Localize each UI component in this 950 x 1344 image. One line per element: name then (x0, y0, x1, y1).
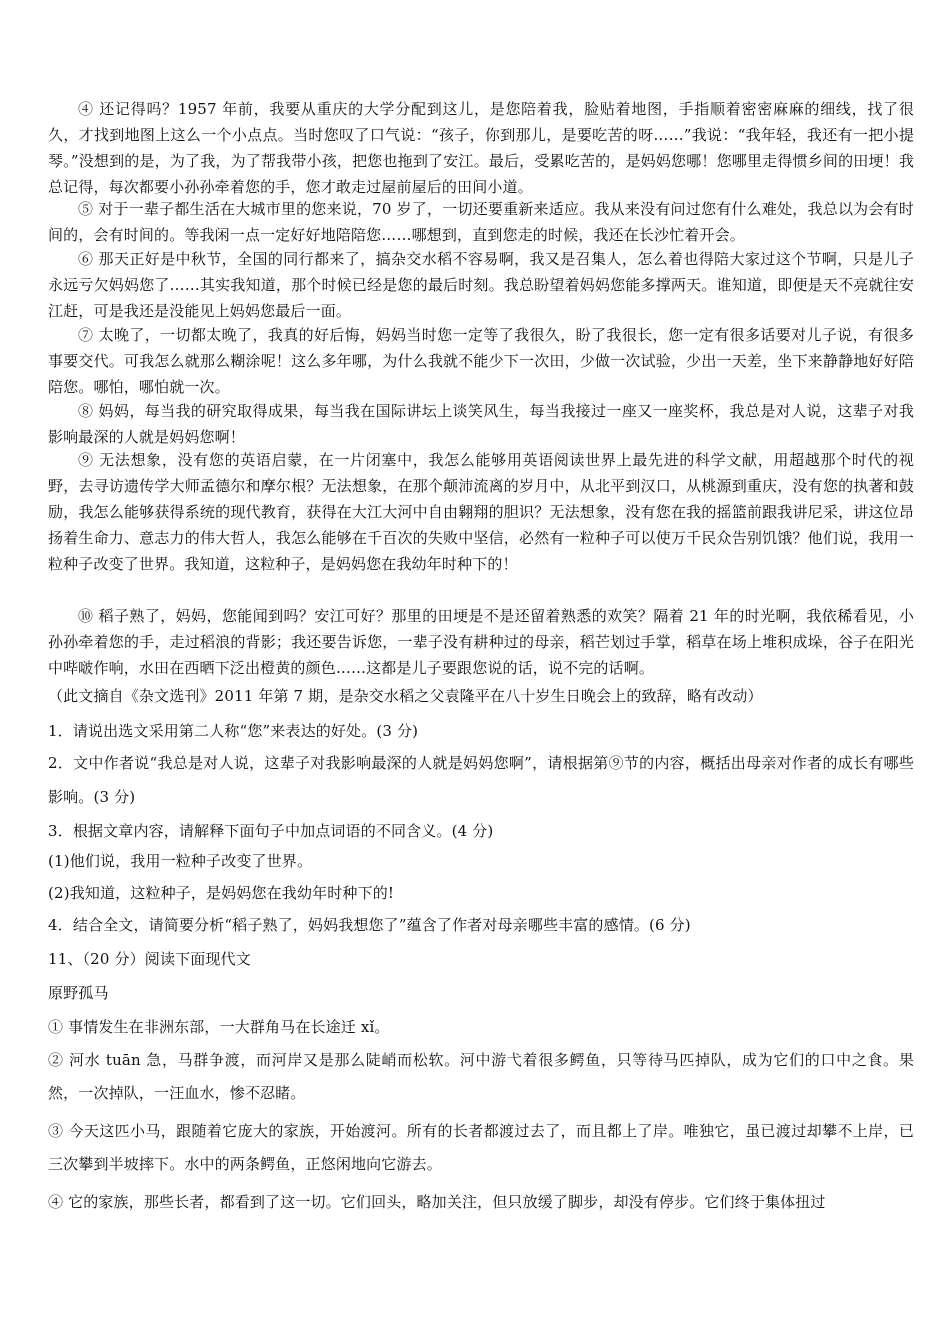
paragraph-6: ⑥ 那天正好是中秋节，全国的同行都来了，搞杂交水稻不容易啊，我又是召集人，怎么着也得陪大家过这个节啊，只是儿子永远亏欠妈妈您了……其实我知道，那个时候已经是您的最后时刻。我总盼望着妈妈您能多撑两天。谁知道，即便是天不亮就往安江赶，可是我还是没能见上妈妈您最后一面。 (48, 250, 914, 320)
paragraph-10: ⑩ 稻子熟了，妈妈，您能闻到吗？安江可好？那里的田埂是不是还留着熟悉的欢笑？隔着 21 年的时光啊，我依稀看见，小孙孙牵着您的手，走过稻浪的背影；我还要告诉您，一辈子没有耕种过的母亲，稻芒划过手掌，稻草在场上堆积成垛，谷子在阳光中哔啵作响，水田在西晒下泛出橙黄的颜色……这都是儿子要跟您说的话，说不完的话啊。 (48, 607, 914, 677)
source-note: （此文摘自《杂文选刊》2011 年第 7 期，是杂交水稻之父袁隆平在八十岁生日晚会上的致辞，略有改动） (48, 687, 763, 705)
paragraph-8: ⑧ 妈妈，每当我的研究取得成果，每当我在国际讲坛上谈笑风生，每当我接过一座又一座奖杯，我总是对人说，这辈子对我影响最深的人就是妈妈您啊！ (48, 402, 914, 446)
question-3-sentence-2: (2)我知道，这粒种子，是妈妈您在我幼年时种下的! (48, 884, 395, 902)
story-paragraph-4: ④ 它的家族，那些长者，都看到了这一切。它们回头，略加关注，但只放缓了脚步，却没有停步。它们终于集体扭过 (48, 1193, 826, 1211)
paragraph-5: ⑤ 对于一辈子都生活在大城市里的您来说，70 岁了，一切还要重新来适应。我从来没有问过您有什么难处，我总以为会有时间的，会有时间的。等我闲一点一定好好地陪陪您……哪想到，直到您走的时候，我还在长沙忙着开会。 (48, 200, 914, 244)
paragraph-4: ④ 还记得吗？1957 年前，我要从重庆的大学分配到这儿，是您陪着我，脸贴着地图，手指顺着密密麻麻的细线，找了很久，才找到地图上这么一个小点点。当时您叹了口气说：“孩子，你到那儿，是要吃苦的呀……”我说：“我年轻，我还有一把小提琴。”没想到的是，为了我，为了帮我带小孩，把您也拖到了安江。最后，受累吃苦的，是妈妈您哪！您哪里走得惯乡间的田埂！我总记得，每次都要小孙孙牵着您的手，您才敢走过屋前屋后的田间小道。 (48, 100, 914, 196)
question-3: 3．根据文章内容，请解释下面句子中加点词语的不同含义。(4 分) (48, 822, 494, 840)
question-1: 1．请说出选文采用第二人称“您”来表达的好处。(3 分) (48, 722, 419, 740)
paragraph-7: ⑦ 太晚了，一切都太晚了，我真的好后悔，妈妈当时您一定等了我很久，盼了我很长，您一定有很多话要对儿子说，有很多事要交代。可我怎么就那么糊涂呢！这么多年哪，为什么我就不能少下一次田，少做一次试验，少出一天差，坐下来静静地好好陪陪您。哪怕，哪怕就一次。 (48, 326, 914, 396)
story-title: 原野孤马 (48, 984, 109, 1002)
paragraph-9: ⑨ 无法想象，没有您的英语启蒙，在一片闭塞中，我怎么能够用英语阅读世界上最先进的科学文献，用超越那个时代的视野，去寻访遗传学大师孟德尔和摩尔根？无法想象，在那个颠沛流离的岁月中，从北平到汉口，从桃源到重庆，没有您的执著和鼓励，我怎么能够获得系统的现代教育，获得在大江大河中自由翱翔的胆识？无法想象，没有您在我的摇篮前跟我讲尼采，讲这位昂扬着生命力、意志力的伟大哲人，我怎么能够在千百次的失败中坚信，必然有一粒种子可以使万千民众告别饥饿？他们说，我用一粒种子改变了世界。我知道，这粒种子，是妈妈您在我幼年时种下的！ (48, 451, 914, 573)
question-4: 4．结合全文，请简要分析“稻子熟了，妈妈我想您了”蕴含了作者对母亲哪些丰富的感情。(6 分) (48, 916, 691, 934)
story-paragraph-2: ② 河水 tuān 急，马群争渡，而河岸又是那么陡峭而松软。河中游弋着很多鳄鱼，只等待马匹掉队，成为它们的口中之食。果然，一次掉队，一汪血水，惨不忍睹。 (48, 1051, 914, 1102)
story-paragraph-1: ① 事情发生在非洲东部，一大群角马在长途迁 xǐ。 (48, 1018, 390, 1036)
story-paragraph-3: ③ 今天这匹小马，跟随着它庞大的家族，开始渡河。所有的长者都渡过去了，而且都上了岸。唯独它，虽已渡过却攀不上岸，已三次攀到半坡摔下。水中的两条鳄鱼，正悠闲地向它游去。 (48, 1122, 914, 1173)
question-3-sentence-1: (1)他们说，我用一粒种子改变了世界。 (48, 852, 313, 870)
question-2: 2．文中作者说“我总是对人说，这辈子对我影响最深的人就是妈妈您啊”，请根据第⑨节的内容，概括出母亲对作者的成长有哪些影响。(3 分) (48, 754, 914, 806)
section-11-heading: 11、（20 分）阅读下面现代文 (48, 950, 251, 968)
